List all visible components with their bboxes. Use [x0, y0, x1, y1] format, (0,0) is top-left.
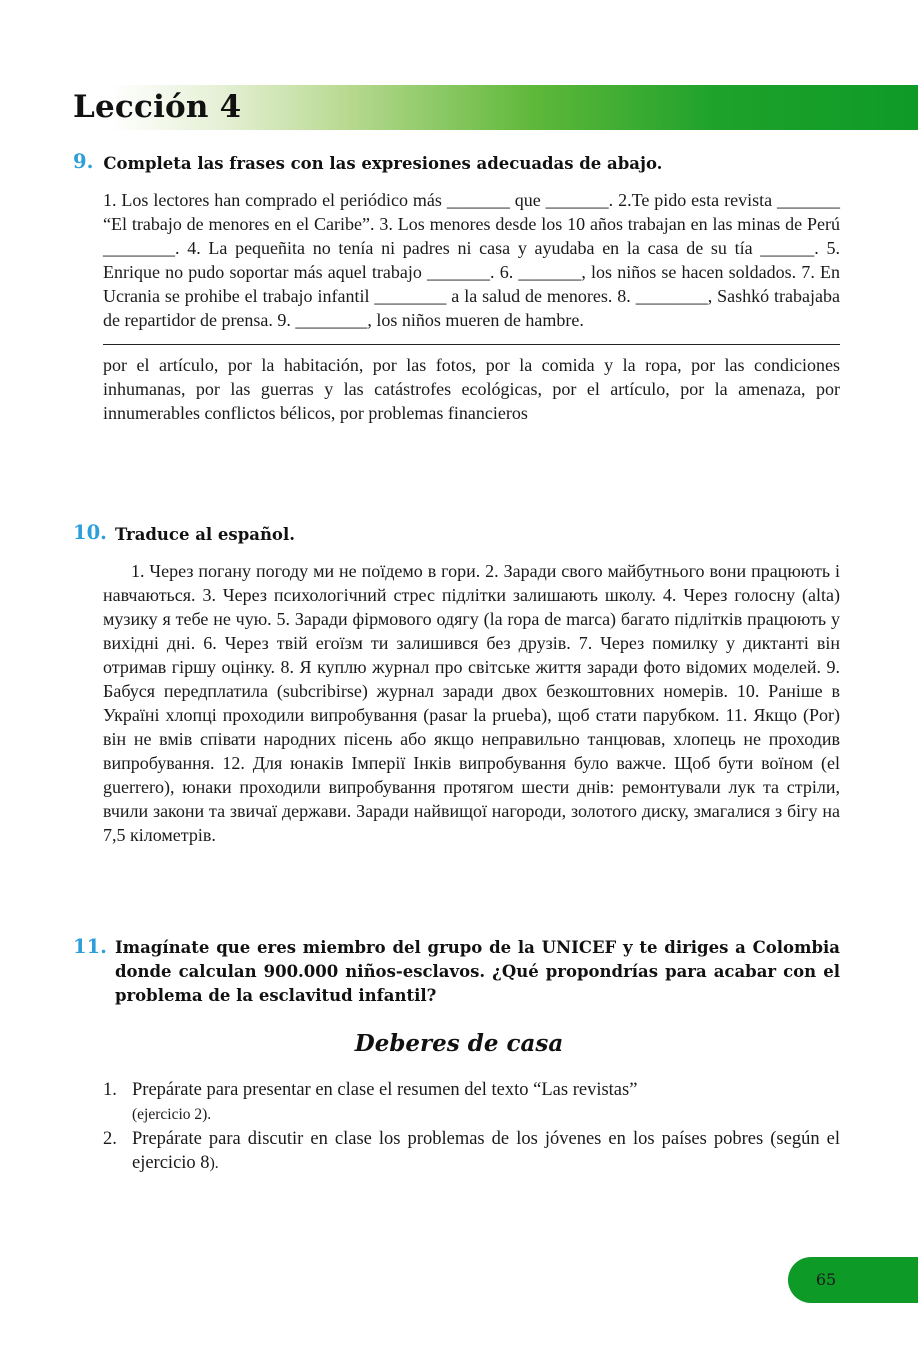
- item-number: 1.: [103, 1080, 117, 1100]
- item-text: [132, 1078, 840, 1127]
- item-note: ).: [209, 1155, 219, 1172]
- list-item: [103, 1078, 840, 1127]
- exercise-10: [73, 521, 840, 847]
- item-note: (ejercicio 2).: [132, 1106, 212, 1123]
- item-main-text: Prepárate para discutir en clase los problemas de los jóvenes en los países pobres (según el ejercicio 8: [132, 1129, 840, 1173]
- divider: [103, 344, 840, 345]
- exercise-11-header: [73, 935, 840, 1008]
- exercise-10-content: [73, 559, 840, 847]
- list-item: [103, 1127, 840, 1176]
- exercise-9: [73, 150, 840, 425]
- item-number: 2.: [103, 1129, 117, 1149]
- word-bank: por el artículo, por la habitación, por las fotos, por la comida y la ropa, por las condiciones inhumanas, por las guerras y las catástrofes ecológicas, por el artículo, por la amenaza, por innumerables conflictos bélicos, por problemas financieros: [103, 355, 840, 423]
- exercise-9-header: [73, 150, 840, 176]
- exercise-instruction: Imagínate que eres miembro del grupo de la UNICEF y te diriges a Colombia donde calculan 900.000 niños-esclavos. ¿Qué propondrías para acabar con el problema de la esclavitud infantil?: [114, 938, 840, 1005]
- page-number: 65: [815, 1270, 837, 1289]
- exercise-number: 10.: [73, 521, 107, 544]
- lesson-title: Lección 4: [73, 89, 242, 125]
- exercise-number: 11.: [73, 935, 107, 958]
- item-text: [132, 1127, 840, 1176]
- exercise-instruction: Completa las frases con las expresiones adecuadas de abajo.: [103, 154, 663, 173]
- exercise-11: [73, 935, 840, 1008]
- homework-list: [103, 1078, 840, 1176]
- homework-title: Deberes de casa: [354, 1030, 564, 1057]
- exercise-number: 9.: [73, 150, 94, 173]
- exercise-text: 1. Los lectores han comprado el periódico más _______ que _______. 2.Te pido esta revista _______ “El trabajo de menores en el Caribe”. 3. Los menores desde los 10 años trabajan en las minas de Perú ________. 4. La pequeñita no tenía ni padres ni casa y ayudaba en la casa de su tía ______. 5. Enrique no pudo soportar más aquel trabajo _______. 6. _______, los niños se hacen soldados. 7. En Ucrania se prohibe el trabajo infantil ________ a la salud de menores. 8. ________, Sashkó trabajaba de repartidor de prensa. 9. ________, los niños mueren de hambre.: [103, 190, 840, 330]
- item-main-text: Prepárate para presentar en clase el resumen del texto “Las revistas”: [132, 1080, 638, 1100]
- exercise-instruction: Traduce al español.: [114, 525, 295, 544]
- exercise-text: 1. Через погану погоду ми не поїдемо в гори. 2. Заради свого майбутнього вони працюють і навчаються. 3. Через психологічний стрес підлітки залишають школу. 4. Через голосну (alta) музику я тебе не чую. 5. Заради фірмового одягу (la ropa de marca) багато підлітків працюють у вихідні дні. 6. Через твій егоїзм ти залишився без друзів. 7. Через помилку у диктанті він отримав гіршу оцінку. 8. Я куплю журнал про світське життя заради фото відомих моделей. 9. Бабуся передплатила (subcribirse) журнал заради двох безкоштовних номерів. 10. Раніше в Україні хлопці проходили випробування (pasar la prueba), щоб стати парубком. 11. Якщо (Por) він не вмів співати народних пісень або якщо неправильно танцював, хлопець не проходив випробування. 12. Для юнаків Імперії Інків випробування було важче. Щоб бути воїном (el guerrero), юнаки проходили випробування протягом шести днів: ремонтували лук та стріли, вчили закони та звичаї держави. Заради найвищої нагороди, золотого диску, змагалися з бігу на 7,5 кілометрів.: [103, 561, 840, 845]
- exercise-10-header: [73, 521, 840, 547]
- exercise-9-content: [73, 188, 840, 425]
